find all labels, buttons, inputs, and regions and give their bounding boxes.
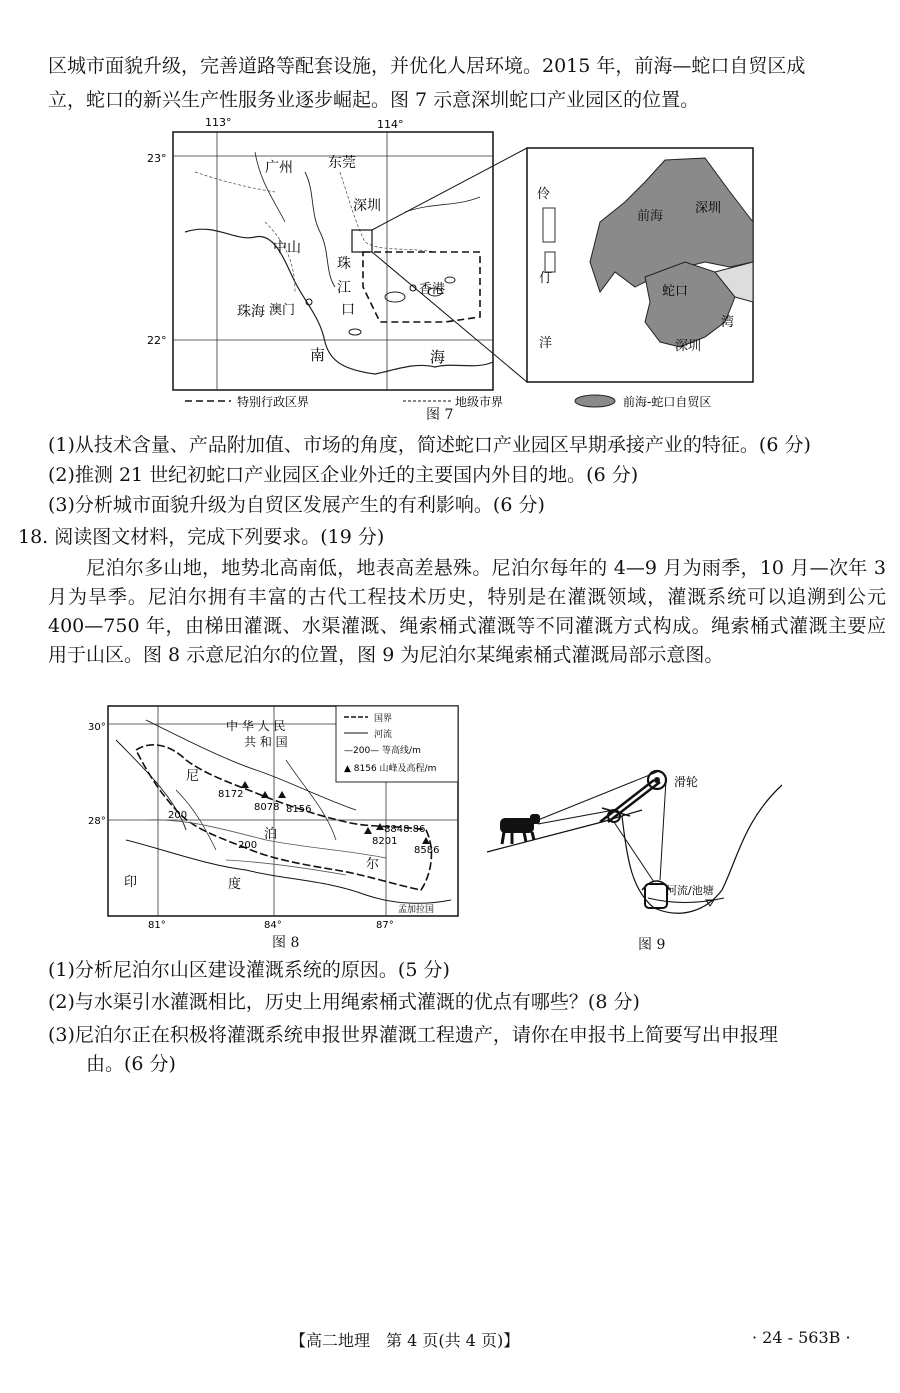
- q17-part-3: (3)分析城市面貌升级为自贸区发展产生的有利影响。(6 分): [48, 494, 545, 516]
- ox-icon: [500, 814, 540, 844]
- fig8-india-du: 度: [228, 877, 242, 892]
- fig7-place-zhuhai: 珠海: [237, 304, 265, 320]
- q17-part-2: (2)推测 21 世纪初蛇口产业园区企业外迁的主要国内外目的地。(6 分): [48, 464, 639, 486]
- fig8-nepal-ni: 尼: [186, 769, 200, 784]
- bucket-icon: [645, 884, 667, 908]
- fig7-place-shenzhen: 深圳: [353, 198, 381, 214]
- q18-part-3-line-2: 由。(6 分): [86, 1053, 176, 1075]
- fig7-place-dongguan: 东莞: [328, 155, 356, 171]
- fig8-peak-8586: 8586: [414, 845, 440, 856]
- fig7-lon-114: 114°: [377, 118, 404, 131]
- fig8-peak-8848: 8848.86: [384, 824, 426, 835]
- fig8-nepal-bo: 泊: [264, 827, 278, 842]
- fig9-pond-label: 河流/池塘: [666, 884, 714, 897]
- q18-part-2: (2)与水渠引水灌溉相比，历史上用绳索桶式灌溉的优点有哪些？(8 分): [48, 991, 640, 1013]
- figure-7-caption: 图 7: [426, 407, 454, 423]
- fig7-place-kou: 口: [341, 302, 355, 318]
- fig7-lat-22: 22°: [147, 334, 167, 347]
- intro-line-1: 区城市面貌升级，完善道路等配套设施，并优化人居环境。2015 年，前海—蛇口自贸区成: [48, 55, 806, 77]
- fig8-legend-border: 国界: [374, 714, 393, 724]
- fig7-legend-city: 地级市界: [455, 395, 504, 409]
- intro-line-2: 立，蛇口的新兴生产性服务业逐步崛起。图 7 示意深圳蛇口产业园区的位置。: [48, 89, 700, 111]
- fig7-place-nan: 南: [310, 346, 326, 364]
- fig8-india-yin: 印: [124, 875, 138, 890]
- fig8-contour-2: 200: [238, 840, 258, 851]
- fig8-nepal-er: 尔: [366, 857, 380, 872]
- fig7-lat-23: 23°: [147, 152, 167, 165]
- fig7-lon-113: 113°: [205, 116, 232, 129]
- fig7-inset-shenzhen-2: 深圳: [675, 339, 702, 354]
- figure-9-caption: 图 9: [638, 937, 666, 953]
- q18-header: 18. 阅读图文材料，完成下列要求。(19 分): [18, 526, 385, 548]
- fig7-inset-yang: 洋: [539, 336, 553, 351]
- fig8-peak-8078: 8078: [254, 802, 280, 813]
- q18-part-1: (1)分析尼泊尔山区建设灌溉系统的原因。(5 分): [48, 959, 450, 981]
- fig7-inset-ling: 伶: [537, 187, 551, 202]
- fig8-lat-30: 30°: [88, 722, 106, 733]
- fig8-peak-8172: 8172: [218, 789, 244, 800]
- fig7-inset-ding: 仃: [539, 271, 553, 286]
- figure-8-map: [86, 700, 466, 948]
- q18-part-3-line-1: (3)尼泊尔正在积极将灌溉系统申报世界灌溉工程遗产，请你在申报书上简要写出申报理: [48, 1024, 778, 1046]
- fig8-bangladesh: 孟加拉国: [398, 905, 435, 915]
- fig7-place-zhu: 珠: [337, 256, 351, 272]
- fig7-place-hongkong: 香港: [419, 282, 446, 297]
- footer-code: · 24 - 563B ·: [752, 1328, 851, 1347]
- figure-8-caption: 图 8: [272, 935, 300, 951]
- fig8-lon-87: 87°: [376, 920, 394, 931]
- fig8-lat-28: 28°: [88, 816, 106, 827]
- fig8-china-2: 共 和 国: [244, 735, 288, 749]
- fig8-peak-8201: 8201: [372, 836, 398, 847]
- fig8-legend-peak: ▲ 8156 山峰及高程/m: [344, 764, 437, 774]
- fig8-peak-8156: 8156: [286, 804, 312, 815]
- fig7-inset-shekou: 蛇口: [662, 284, 689, 299]
- fig7-place-hai: 海: [430, 348, 446, 366]
- fig7-legend-ftz: 前海-蛇口自贸区: [623, 395, 712, 409]
- fig8-legend-river: 河流: [374, 730, 393, 740]
- fig7-inset-shenzhen: 深圳: [695, 201, 722, 216]
- fig7-place-guangzhou: 广州: [265, 160, 293, 176]
- fig7-inset-wan: 湾: [721, 315, 735, 330]
- footer-title: 【高二地理 第 4 页(共 4 页)】: [290, 1331, 520, 1350]
- q18-paragraph: [48, 554, 886, 670]
- fig7-place-zhongshan: 中山: [273, 240, 301, 256]
- q18-paragraph-text: 尼泊尔多山地，地势北高南低，地表高差悬殊。尼泊尔每年的 4—9 月为雨季，10 月—次年 3 月为旱季。尼泊尔拥有丰富的古代工程技术历史，特别是在灌溉领域，灌溉系统可以追溯到公元 400—750 年，由梯田灌溉、水渠灌溉、绳索桶式灌溉等不同灌溉方式构成。绳索桶式灌溉主要应用于山区。图 8 示意尼泊尔的位置，图 9 为尼泊尔某绳索桶式灌溉局部示意图。: [48, 557, 886, 666]
- fig8-china: 中 华 人 民: [226, 719, 286, 733]
- fig8-contour-1: 200: [168, 810, 188, 821]
- figure-9-diagram: [482, 760, 792, 930]
- q17-part-1: (1)从技术含量、产品附加值、市场的角度，简述蛇口产业园区早期承接产业的特征。(6 分): [48, 434, 811, 456]
- fig9-pulley-label: 滑轮: [674, 775, 699, 789]
- fig8-legend-contour: —200— 等高线/m: [344, 746, 421, 756]
- fig8-lon-81: 81°: [148, 920, 166, 931]
- fig7-inset-qianhai: 前海: [637, 209, 664, 224]
- fig7-place-macau: 澳门: [269, 303, 296, 318]
- fig7-place-jiang: 江: [337, 280, 351, 296]
- figure-7-map: [145, 112, 765, 412]
- fig7-legend-sar: 特别行政区界: [237, 395, 310, 409]
- fig8-lon-84: 84°: [264, 920, 282, 931]
